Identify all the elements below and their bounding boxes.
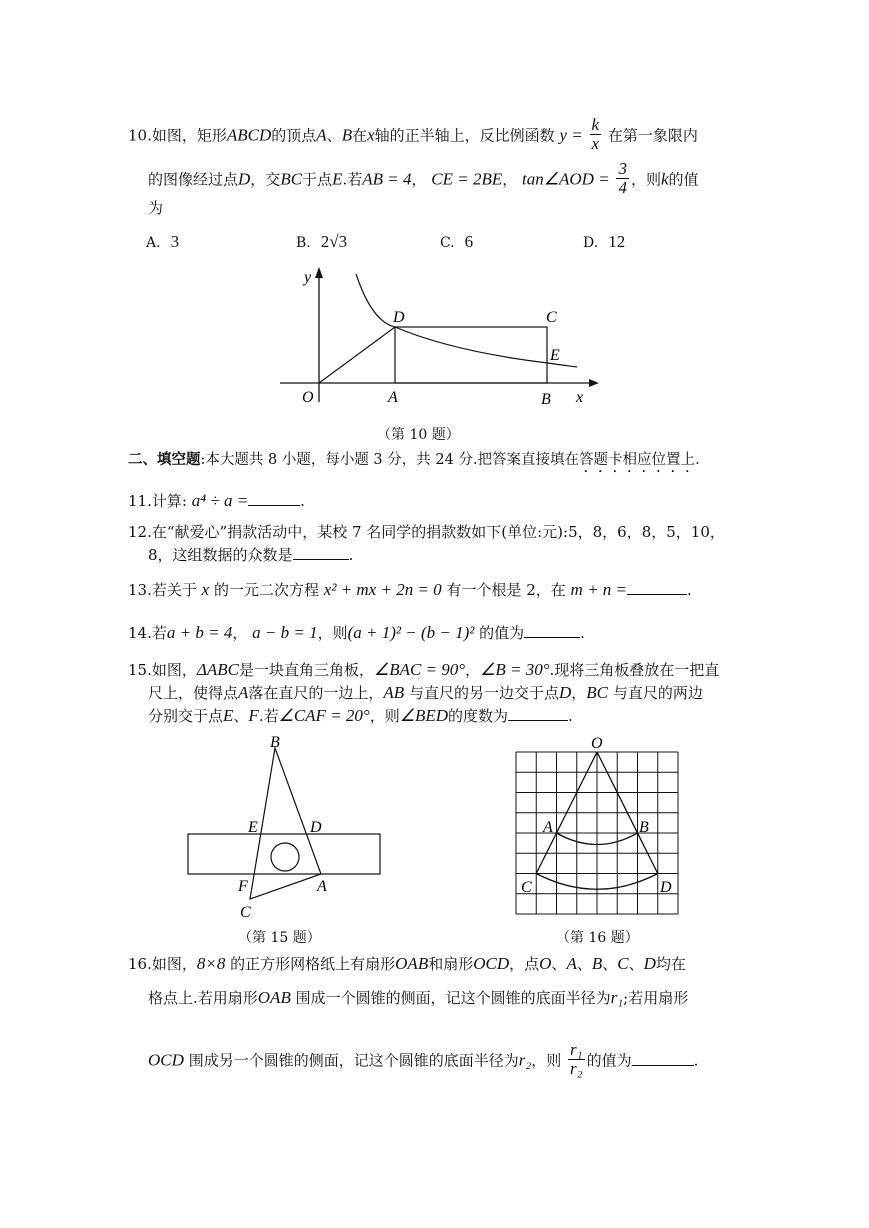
q16-text: 和扇形 [428, 955, 474, 973]
q10-point: D [238, 169, 251, 189]
label-f: F [238, 878, 248, 895]
q12-number: 12. [128, 523, 152, 541]
q16-text: 、 [551, 955, 567, 973]
q16-answer-blank[interactable] [632, 1051, 694, 1066]
q10-text: 如图，矩形 [151, 126, 227, 145]
q15-caption: （第 15 题） [238, 930, 321, 946]
q16-r1: r₁ [610, 988, 624, 1007]
q16-grid-size: 8×8 [196, 954, 226, 973]
option-label: D. [583, 235, 599, 251]
q13 [128, 580, 692, 600]
q10-option-b[interactable] [296, 232, 347, 252]
q16-text: 、 [602, 955, 618, 973]
ruler [188, 834, 380, 874]
q16-point: C [617, 954, 629, 973]
q11-text: 计算: [151, 492, 187, 510]
q10-fraction-k-over-x [590, 116, 602, 153]
q15-seg: BC [586, 683, 609, 702]
q10-var: k [660, 169, 669, 189]
label-a: A [543, 819, 553, 836]
q16-text: 均在 [655, 955, 686, 973]
q14-expr: (a + 1)² − (b − 1)² [347, 623, 475, 642]
q12-line-2 [148, 545, 353, 565]
q15-line-2 [148, 683, 703, 703]
q10-point: A [316, 125, 327, 145]
q15-triangle: ΔABC [196, 660, 239, 679]
period: . [695, 452, 700, 468]
q15-line-3 [148, 706, 573, 726]
q10-number: 10. [128, 126, 152, 145]
q10-option-c[interactable] [440, 232, 473, 252]
q15-text: ， [465, 661, 481, 679]
q11-answer-blank[interactable] [248, 491, 300, 506]
q15-angle: ∠BED [399, 706, 449, 725]
q15-point: E [223, 706, 234, 725]
x-axis-arrow [589, 379, 599, 387]
q16-sector: OAB [257, 988, 291, 1007]
q15-line-1 [128, 660, 719, 680]
q10-text: ，则 [630, 170, 661, 189]
q10-text: 在 [352, 126, 368, 145]
period: . [687, 581, 692, 599]
q16-frac-num: r₁ [570, 1040, 583, 1059]
q10-text: ， [411, 170, 427, 189]
q12-text: 8，这组数据的众数是 [148, 546, 293, 564]
label-b: B [541, 391, 551, 408]
option-value: 6 [464, 232, 474, 251]
q10-figure [270, 262, 610, 412]
q13-text: 若关于 [151, 581, 197, 599]
q11-expr: a⁴ ÷ a = [191, 491, 249, 510]
q16-frac-den: r₂ [570, 1059, 583, 1078]
label-d: D [660, 879, 672, 896]
q14-expr: a − b = 1 [252, 623, 318, 642]
q15-angle: ∠CAF = 20° [278, 706, 370, 725]
q15-point: D [559, 683, 572, 702]
q13-number: 13. [128, 581, 152, 599]
q15-text: 如图， [151, 661, 197, 679]
q11-number: 11. [128, 492, 152, 510]
q10-text: 在第一象限内 [607, 126, 698, 145]
q10-line-1 [128, 115, 698, 155]
q16-caption: （第 16 题） [556, 930, 639, 946]
q10-frac-num: 3 [618, 159, 627, 178]
label-d: D [393, 309, 405, 326]
q10-text: 轴的正半轴上，反比例函数 [374, 126, 555, 145]
q10-text: ， [502, 170, 518, 189]
label-c: C [240, 904, 251, 921]
q10-text: ，交 [250, 170, 281, 189]
hyperbola-curve [356, 274, 577, 367]
q15-text: ， [571, 684, 587, 702]
label-x: x [576, 389, 584, 406]
q14 [128, 623, 585, 643]
q10-seg: BC [280, 169, 303, 189]
q14-text: 若 [151, 624, 167, 642]
q10-text: 于点 [302, 170, 333, 189]
q15-point: A [238, 683, 249, 702]
period: . [348, 546, 354, 564]
q14-expr: a + b = 4 [166, 623, 233, 642]
q10-text: 为 [148, 199, 164, 217]
q14-number: 14. [128, 624, 152, 642]
ruler-hole [271, 843, 299, 871]
q16-line-3 [148, 1040, 699, 1080]
q16-text: 的值为 [586, 1051, 632, 1070]
segment-od [319, 327, 395, 383]
section-2-header [128, 450, 700, 476]
q15-text: 分别交于点 [148, 707, 224, 725]
q13-text: 有一个根是 2，在 [446, 581, 566, 599]
period: . [693, 1051, 699, 1070]
section-emphasis: 答题卡相应位置上 [579, 452, 696, 468]
period: . [300, 492, 305, 510]
q13-text: 的一元二次方程 [213, 581, 319, 599]
q16-r2: r₂ [518, 1050, 532, 1070]
q12-text: 在“献爱心”捐款活动中，某校 7 名同学的捐款数如下(单位:元):5，8，6，8，5，10， [151, 523, 725, 541]
q14-text: 的值为 [479, 624, 525, 642]
q16-number: 16. [128, 955, 152, 973]
q16-point: O [539, 954, 552, 973]
label-b: B [639, 819, 649, 836]
y-axis-arrow [315, 267, 323, 278]
q10-option-a[interactable] [146, 232, 179, 252]
q14-text: ，则 [317, 624, 348, 642]
label-a: A [317, 878, 327, 895]
q15-angle: ∠B = 30° [480, 660, 550, 679]
label-b: B [270, 734, 280, 751]
q15-seg: AB [383, 683, 405, 702]
q15-text: 的度数为 [448, 707, 509, 725]
q10-text: 的顶点 [271, 126, 317, 145]
q10-caption: （第 10 题） [377, 427, 460, 443]
label-a: A [388, 389, 398, 406]
q10-option-d[interactable] [583, 232, 625, 252]
q16-text: 如图， [151, 955, 197, 973]
q15-point: F [248, 706, 259, 725]
q10-text: .若 [342, 170, 363, 189]
option-value: 3 [170, 232, 180, 251]
q15-figure [180, 732, 390, 922]
q15-text: .若 [258, 707, 279, 725]
q13-equation: x² + mx + 2n = 0 [323, 580, 442, 599]
q16-point: A [566, 954, 577, 973]
q10-frac-den: x [591, 134, 600, 153]
q16-text: ，则 [531, 1051, 562, 1070]
option-label: C. [440, 235, 455, 251]
q16-point: D [643, 954, 656, 973]
q16-text: 、 [576, 955, 592, 973]
q13-var: x [201, 580, 210, 599]
q10-text: 、 [326, 126, 342, 145]
q15-text: 尺上，使得点 [148, 684, 239, 702]
q10-expr: tan∠AOD = [522, 169, 610, 189]
q14-text: ， [232, 624, 248, 642]
q10-frac-den: 4 [618, 178, 627, 197]
label-e: E [550, 347, 560, 364]
q16-text: 、 [628, 955, 644, 973]
label-o: O [302, 389, 314, 406]
q10-frac-num: k [591, 115, 600, 134]
q16-text: 围成一个圆锥的侧面，记这个圆锥的底面半径为 [295, 989, 611, 1007]
q15-text: 与直尺的两边 [612, 684, 703, 702]
q16-sector: OAB [395, 954, 429, 973]
q10-line-2 [148, 159, 699, 199]
label-y: y [304, 269, 312, 286]
q10-fraction-3-4 [616, 160, 629, 197]
option-label: A. [146, 235, 161, 251]
q15-text: 落在直尺的一边上， [248, 684, 384, 702]
q12-answer-blank[interactable] [293, 545, 349, 560]
q10-text: 的值 [668, 170, 699, 189]
q10-var: x [367, 125, 375, 145]
q16-text: 格点上.若用扇形 [148, 989, 258, 1007]
label-o: O [591, 735, 603, 752]
q15-text: ，则 [369, 707, 400, 725]
q15-answer-blank[interactable] [508, 706, 568, 721]
q16-text: ，点 [509, 955, 540, 973]
q13-expr: m + n = [570, 580, 628, 599]
q16-sector: OCD [148, 1050, 184, 1070]
period: . [580, 624, 585, 642]
q16-text: 围成另一个圆锥的侧面，记这个圆锥的底面半径为 [188, 1051, 519, 1070]
label-c: C [521, 879, 532, 896]
q15-text: .现将三角板叠放在一把直 [549, 661, 720, 679]
label-e: E [248, 819, 258, 836]
q15-angle: ∠BAC = 90° [373, 660, 466, 679]
q13-answer-blank[interactable] [627, 580, 687, 595]
q16-text: ;若用扇形 [623, 989, 689, 1007]
option-label: B. [296, 235, 311, 251]
q16-line-2 [148, 988, 688, 1008]
section-title: 二、填空题 [128, 451, 201, 468]
section-desc: :本大题共 8 小题，每小题 3 分，共 24 分.把答案直接填在 [200, 452, 580, 468]
q10-expr: CE = 2BE [431, 169, 503, 189]
option-value: 12 [608, 232, 626, 251]
q15-number: 15. [128, 661, 152, 679]
q11 [128, 491, 305, 511]
q12-line-1 [128, 522, 725, 542]
option-value: 2√3 [320, 232, 348, 251]
q10-text: 的图像经过点 [148, 170, 239, 189]
q10-func: y = [559, 125, 583, 145]
q14-answer-blank[interactable] [524, 623, 580, 638]
q10-line-3 [148, 198, 163, 218]
q16-figure [506, 734, 686, 922]
q16-line-1 [128, 954, 686, 974]
q10-point: B [341, 125, 353, 145]
q15-text: 是一块直角三角板， [238, 661, 374, 679]
q16-sector: OCD [473, 954, 510, 973]
label-c: C [546, 309, 557, 326]
label-d: D [310, 819, 322, 836]
q16-point: B [591, 954, 603, 973]
q16-fraction-r1-over-r2 [568, 1041, 585, 1078]
q15-text: 与直尺的另一边交于点 [408, 684, 559, 702]
q16-text: 的正方形网格纸上有扇形 [230, 955, 396, 973]
period: . [568, 707, 573, 725]
q10-rect-name: ABCD [226, 125, 272, 145]
q10-point: E [332, 169, 343, 189]
q10-expr: AB = 4 [362, 169, 412, 189]
q15-text: 、 [233, 707, 249, 725]
